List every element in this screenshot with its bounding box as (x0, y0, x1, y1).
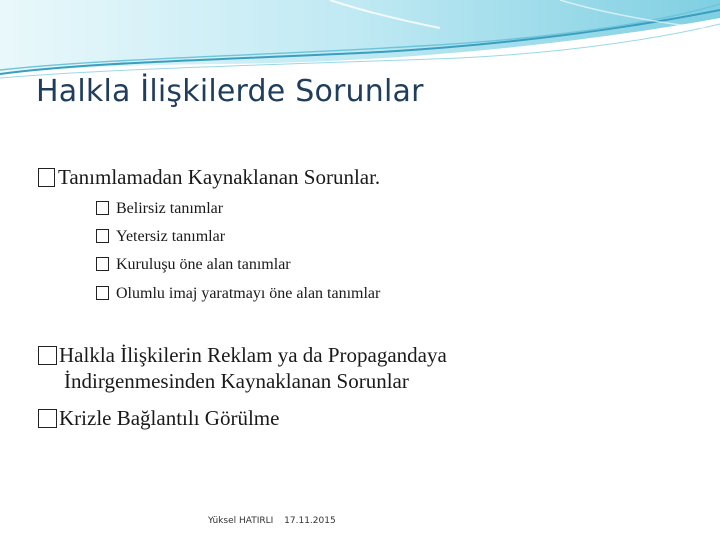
bullet-text-line2: İndirgenmesinden Kaynaklanan Sorunlar (64, 369, 409, 393)
sub-bullet-text: Yetersiz tanımlar (116, 228, 226, 245)
sub-bullet-text: Olumlu imaj yaratmayı öne alan tanımlar (116, 285, 381, 302)
square-bullet-icon (96, 201, 109, 215)
square-bullet-icon (96, 286, 109, 300)
sub-bullet (96, 227, 225, 247)
footer-author: Yüksel HATIRLI (208, 516, 274, 526)
square-bullet-icon (38, 409, 57, 428)
bullet-text-line1: Halkla İlişkilerin Reklam ya da Propagandaya (59, 343, 447, 367)
sub-bullet (96, 284, 380, 304)
bullet-text: Krizle Bağlantılı Görülme (59, 406, 280, 430)
sub-bullet-text: Belirsiz tanımlar (116, 200, 224, 217)
sub-bullet-text: Kuruluşu öne alan tanımlar (116, 256, 291, 273)
square-bullet-icon (38, 346, 57, 365)
slide-title: Halkla İlişkilerde Sorunlar (36, 74, 424, 109)
bullet-text: Tanımlamadan Kaynaklanan Sorunlar. (58, 165, 381, 189)
square-bullet-icon (96, 229, 109, 243)
footer-date: 17.11.2015 (284, 516, 336, 526)
bullet-point-1 (38, 164, 380, 190)
bullet-point-2 (38, 342, 447, 394)
square-bullet-icon (96, 257, 109, 271)
sub-bullet (96, 255, 291, 275)
slide-footer (208, 516, 344, 526)
bullet-point-3 (38, 405, 279, 431)
sub-bullet (96, 199, 223, 219)
square-bullet-icon (38, 168, 55, 187)
